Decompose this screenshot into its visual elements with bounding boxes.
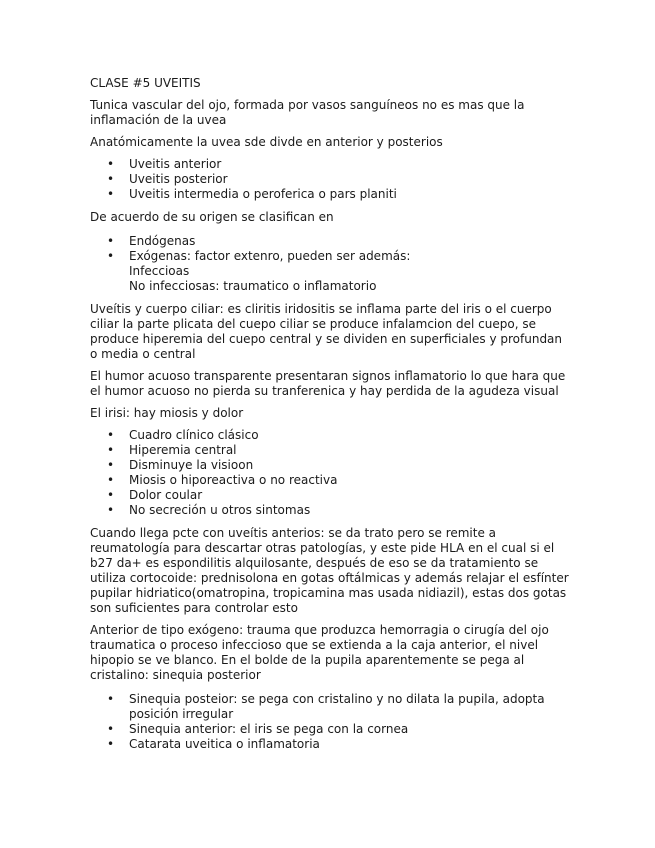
list-item: • Sinequia posteior: se pega con cristalino y no dilata la pupila, adopta posición irregular: [129, 692, 570, 722]
paragraph-exogenous: Anterior de tipo exógeno: trauma que produzca hemorragia o cirugía del ojo traumatica o proceso infeccioso que se extienda a la caja anterior, el nivel hipopio se ve blanco. En el bolde de la pupila aparentemente se pega al cristalino: sinequia posterior: [90, 623, 549, 682]
list-item: • Miosis o hiporeactiva o no reactiva: [129, 473, 570, 488]
list-origin: [90, 234, 570, 294]
paragraph-definition: Tunica vascular del ojo, formada por vasos sanguíneos no es mas que la inflamación de la uvea: [90, 98, 525, 127]
list-division: [90, 157, 570, 202]
list-item: • Disminuye la visioon: [129, 458, 570, 473]
document-body: [90, 76, 570, 760]
paragraph-anatomy: Anatómicamente la uvea sde divde en anterior y posterios: [90, 135, 443, 149]
document-title: CLASE #5 UVEITIS: [90, 76, 201, 90]
list-item: • Sinequia anterior: el iris se pega con la cornea: [129, 722, 570, 737]
list-item: • Dolor coular: [129, 488, 570, 503]
list-item: • Uveitis posterior: [129, 172, 570, 187]
list-item-text: Exógenas: factor extenro, pueden ser además:: [129, 249, 411, 263]
list-item: • Uveitis anterior: [129, 157, 570, 172]
list-item: • Endógenas: [129, 234, 570, 249]
list-sinequia: [90, 692, 570, 752]
paragraph-ciliary: Uveítis y cuerpo ciliar: es cliritis iridositis se inflama parte del iris o el cuerpo ciliar la parte plicata del cuepo ciliar se produce infalamcion del cuepo, se produce hiperemia del cuepo central y se dividen en superficiales y profundan o media o central: [90, 302, 563, 361]
list-item: • Cuadro clínico clásico: [129, 428, 570, 443]
paragraph-aqueous: El humor acuoso transparente presentaran signos inflamatorio lo que hara que el humor acuoso no pierda su tranferenica y hay perdida de la agudeza visual: [90, 369, 566, 398]
paragraph-iris: El irisi: hay miosis y dolor: [90, 406, 244, 420]
paragraph-origin: De acuerdo de su origen se clasifican en: [90, 210, 334, 224]
list-item: [129, 249, 570, 294]
paragraph-treatment: Cuando llega pcte con uveítis anterios: se da trato pero se remite a reumatología para descartar otras patologías, y este pide HLA en el cual si el b27 da+ es espondilitis alquilosante, después de eso se da tratamiento se utiliza cortocoide: prednisolona en gotas oftálmicas y además relajar el esfínter pupilar hidriatico(omatropina, tropicamina mas usada nidiazil), estas dos gotas son suficientes para controlar esto: [90, 526, 569, 615]
list-item: • Hiperemia central: [129, 443, 570, 458]
list-item-subline: Infeccioas: [129, 264, 190, 278]
list-iris-symptoms: [90, 428, 570, 518]
list-item: • No secreción u otros sintomas: [129, 503, 570, 518]
list-item-subline: No infecciosas: traumatico o inflamatorio: [129, 279, 377, 293]
list-item: • Uveitis intermedia o peroferica o pars planiti: [129, 187, 570, 202]
list-item: • Catarata uveitica o inflamatoria: [129, 737, 570, 752]
